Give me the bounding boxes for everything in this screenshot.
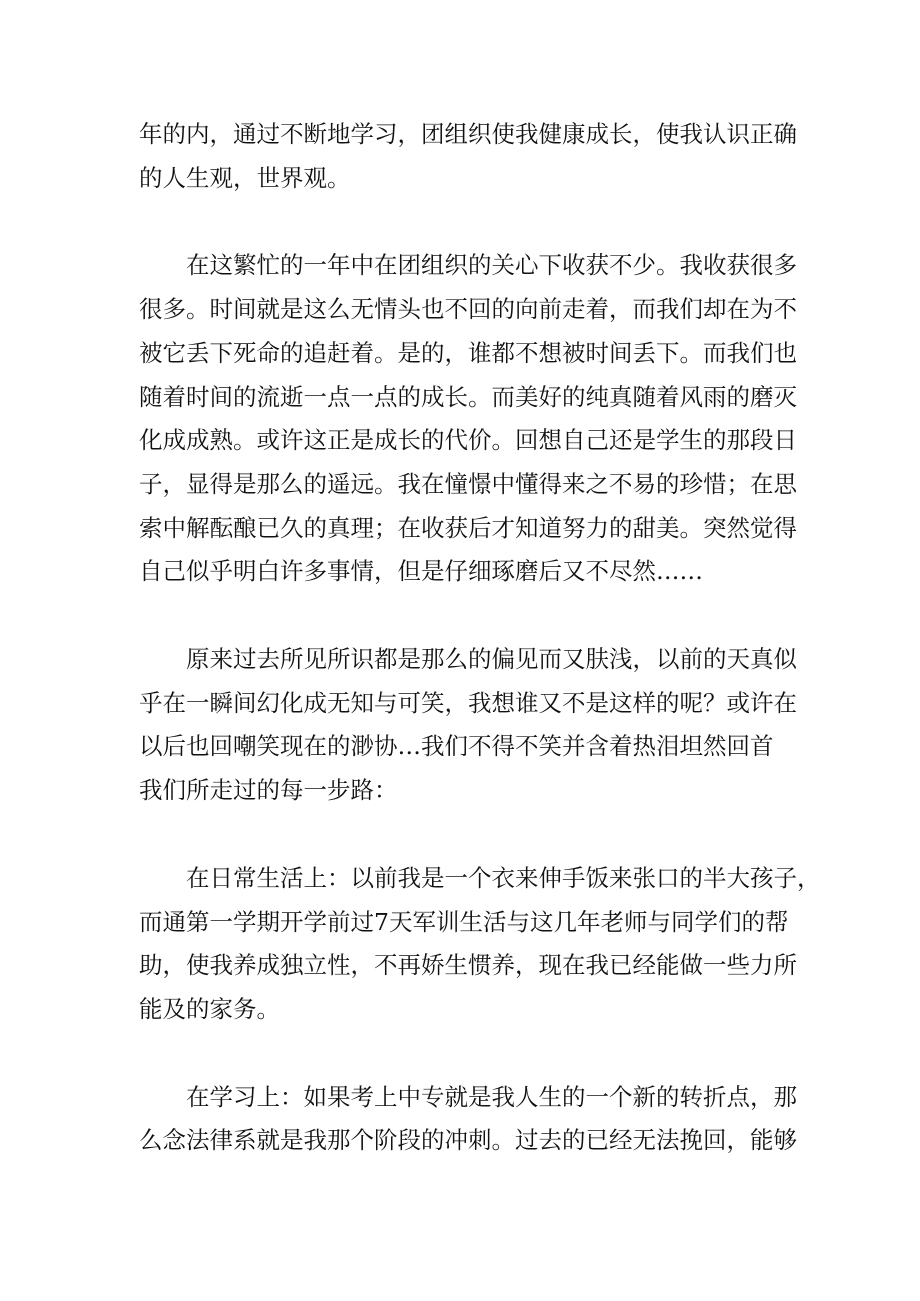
paragraph-4 bbox=[139, 857, 821, 1032]
text-line: 被它丢下死命的追赶着。是的，谁都不想被时间丢下。而我们也 bbox=[139, 338, 797, 367]
text-line: 在日常生活上：以前我是一个衣来伸手饭来张口的半大孩子， bbox=[186, 863, 821, 892]
text-line: 索中解酝酿已久的真理；在收获后才知道努力的甜美。突然觉得 bbox=[139, 513, 797, 542]
paragraph-2 bbox=[139, 244, 799, 594]
text-line: 的人生观，世界观。 bbox=[139, 163, 351, 192]
text-line: 我们所走过的每一步路： bbox=[139, 776, 398, 805]
text-line: 以后也回嘲笑现在的渺协…我们不得不笑并含着热泪坦然回首 bbox=[139, 732, 774, 761]
text-line: 助，使我养成独立性，不再娇生惯养，现在我已经能做一些力所 bbox=[139, 951, 797, 980]
text-line: 么念法律系就是我那个阶段的冲刺。过去的已经无法挽回，能够 bbox=[139, 1126, 797, 1155]
text-line: 子，显得是那么的遥远。我在憧憬中懂得来之不易的珍惜；在思 bbox=[139, 469, 797, 498]
text-line: 而通第一学期开学前过7天军训生活与这几年老师与同学们的帮 bbox=[139, 907, 789, 936]
text-line: 自己似乎明白许多事情，但是仔细琢磨后又不尽然…… bbox=[139, 557, 703, 586]
text-line: 化成成熟。或许这正是成长的代价。回想自己还是学生的那段日 bbox=[139, 426, 797, 455]
text-line: 随着时间的流逝一点一点的成长。而美好的纯真随着风雨的磨灭 bbox=[139, 382, 797, 411]
text-line: 原来过去所见所识都是那么的偏见而又肤浅，以前的天真似 bbox=[186, 645, 797, 674]
text-line: 在学习上：如果考上中专就是我人生的一个新的转折点，那 bbox=[186, 1082, 797, 1111]
paragraph-1 bbox=[139, 113, 799, 200]
text-line: 能及的家务。 bbox=[139, 994, 280, 1023]
document-body bbox=[139, 113, 821, 1207]
text-line: 很多。时间就是这么无情头也不回的向前走着，而我们却在为不 bbox=[139, 295, 797, 324]
text-line: 年的内，通过不断地学习，团组织使我健康成长，使我认识正确 bbox=[139, 120, 797, 148]
paragraph-3 bbox=[139, 638, 799, 813]
paragraph-5 bbox=[139, 1076, 799, 1163]
text-line: 乎在一瞬间幻化成无知与可笑，我想谁又不是这样的呢？或许在 bbox=[139, 688, 797, 717]
text-line: 在这繁忙的一年中在团组织的关心下收获不少。我收获很多 bbox=[186, 251, 797, 280]
